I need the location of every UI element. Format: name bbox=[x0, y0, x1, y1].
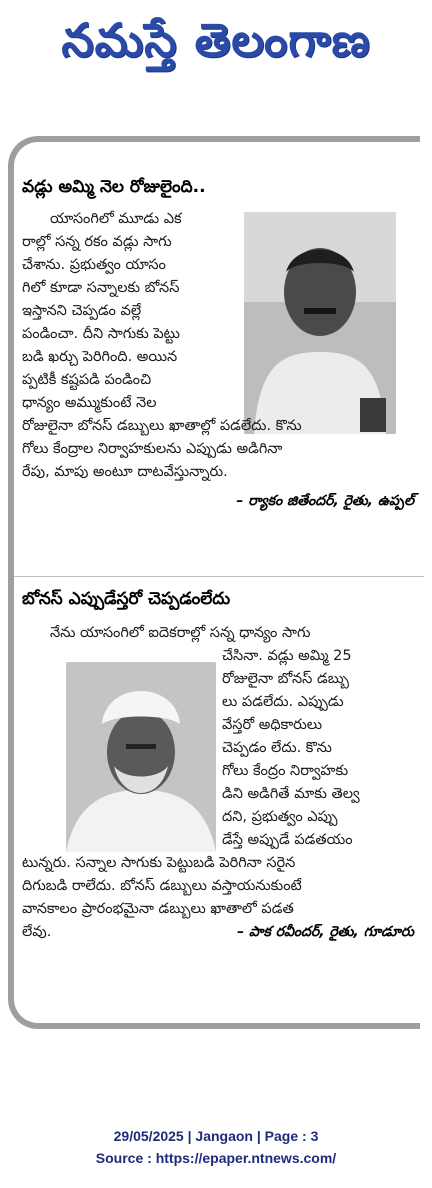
article-2-line: డేస్తే అప్పుడే పడతయం bbox=[222, 832, 353, 848]
article-1-line: ఇస్తానని చెప్పడం వల్లే bbox=[22, 303, 142, 319]
article-1-line: ధాన్యం అమ్ముకుంటే నెల bbox=[22, 395, 157, 411]
article-1-headline: వడ్లు అమ్మి నెల రోజులైంది.. bbox=[22, 177, 206, 197]
newspaper-masthead: నమస్తే తెలంగాణ bbox=[61, 13, 371, 67]
article-2-line: వేస్తరో అధికారులు bbox=[222, 717, 323, 733]
article-2-line: దని, ప్రభుత్వం ఎప్పు bbox=[222, 809, 338, 825]
article-divider bbox=[14, 576, 424, 577]
article-1-line: పండించా. దీని సాగుకు పెట్టు bbox=[22, 326, 180, 342]
article-1 bbox=[22, 176, 414, 198]
article-1-line: యాసంగిలో మూడు ఎక bbox=[50, 211, 182, 227]
article-2-line: లేవు. bbox=[22, 924, 52, 940]
article-2-line: గోలు కేంద్రం నిర్వాహకు bbox=[222, 763, 349, 779]
article-2-body bbox=[22, 622, 414, 944]
article-1-line: గిలో కూడా సన్నాలకు బోనస్ bbox=[22, 280, 180, 296]
article-2-last-row bbox=[22, 921, 414, 944]
article-1-line: రేపు, మాపు అంటూ దాటవేస్తున్నారు. bbox=[22, 464, 228, 480]
article-2-line: లు పడలేదు. ఎప్పుడు bbox=[222, 694, 344, 710]
footer-source: Source : https://epaper.ntnews.com/ bbox=[95, 1150, 337, 1166]
article-2 bbox=[22, 588, 414, 610]
article-2-line: చేసినా. వడ్లు అమ్మి 25 bbox=[222, 648, 352, 664]
article-1-line: గోలు కేంద్రాల నిర్వాహకులను ఎప్పుడు అడిగినా bbox=[22, 441, 283, 457]
article-1-byline: – ర్యాకం జితేందర్, రైతు, ఉప్పల్ bbox=[236, 493, 414, 509]
article-2-byline: – పాక రవీందర్, రైతు, గూడూరు bbox=[237, 924, 414, 940]
article-2-line: డిని అడిగితే మాకు తెల్వ bbox=[222, 786, 360, 802]
article-1-line: ప్పటికీ కష్టపడి పండించి bbox=[22, 372, 152, 388]
footer-date-edition: 29/05/2025 | Jangaon | Page : 3 bbox=[113, 1128, 319, 1144]
article-1-line: రోజులైనా బోనస్ డబ్బులు ఖాతాల్లో పడలేదు. కొను bbox=[22, 418, 302, 434]
article-2-headline: బోనస్ ఎప్పుడేస్తరో చెప్పడంలేదు bbox=[22, 589, 231, 609]
article-1-body bbox=[22, 208, 414, 513]
article-2-line: టున్నరు. సన్నాల సాగుకు పెట్టుబడి పెరిగినా సరైన bbox=[22, 855, 296, 871]
article-2-line: చెప్పడం లేదు. కొను bbox=[222, 740, 332, 756]
article-1-line: చేశాను. ప్రభుత్వం యాసం bbox=[22, 257, 166, 273]
article-2-line: దిగుబడి రాలేదు. బోనస్ డబ్బులు వస్తాయనుకుంటే bbox=[22, 878, 302, 894]
article-2-line: రోజులైనా బోనస్ డబ్బు bbox=[222, 671, 349, 687]
article-1-line: బడి ఖర్చు పెరిగింది. అయిన bbox=[22, 349, 178, 365]
article-2-line: వానకాలం ప్రారంభమైనా డబ్బులు ఖాతాలో పడత bbox=[22, 901, 294, 917]
article-1-line: రాల్లో సన్న రకం వడ్లు సాగు bbox=[22, 234, 172, 250]
article-2-line: నేను యాసంగిలో ఐదెకరాల్లో సన్న ధాన్యం సాగు bbox=[50, 625, 311, 641]
